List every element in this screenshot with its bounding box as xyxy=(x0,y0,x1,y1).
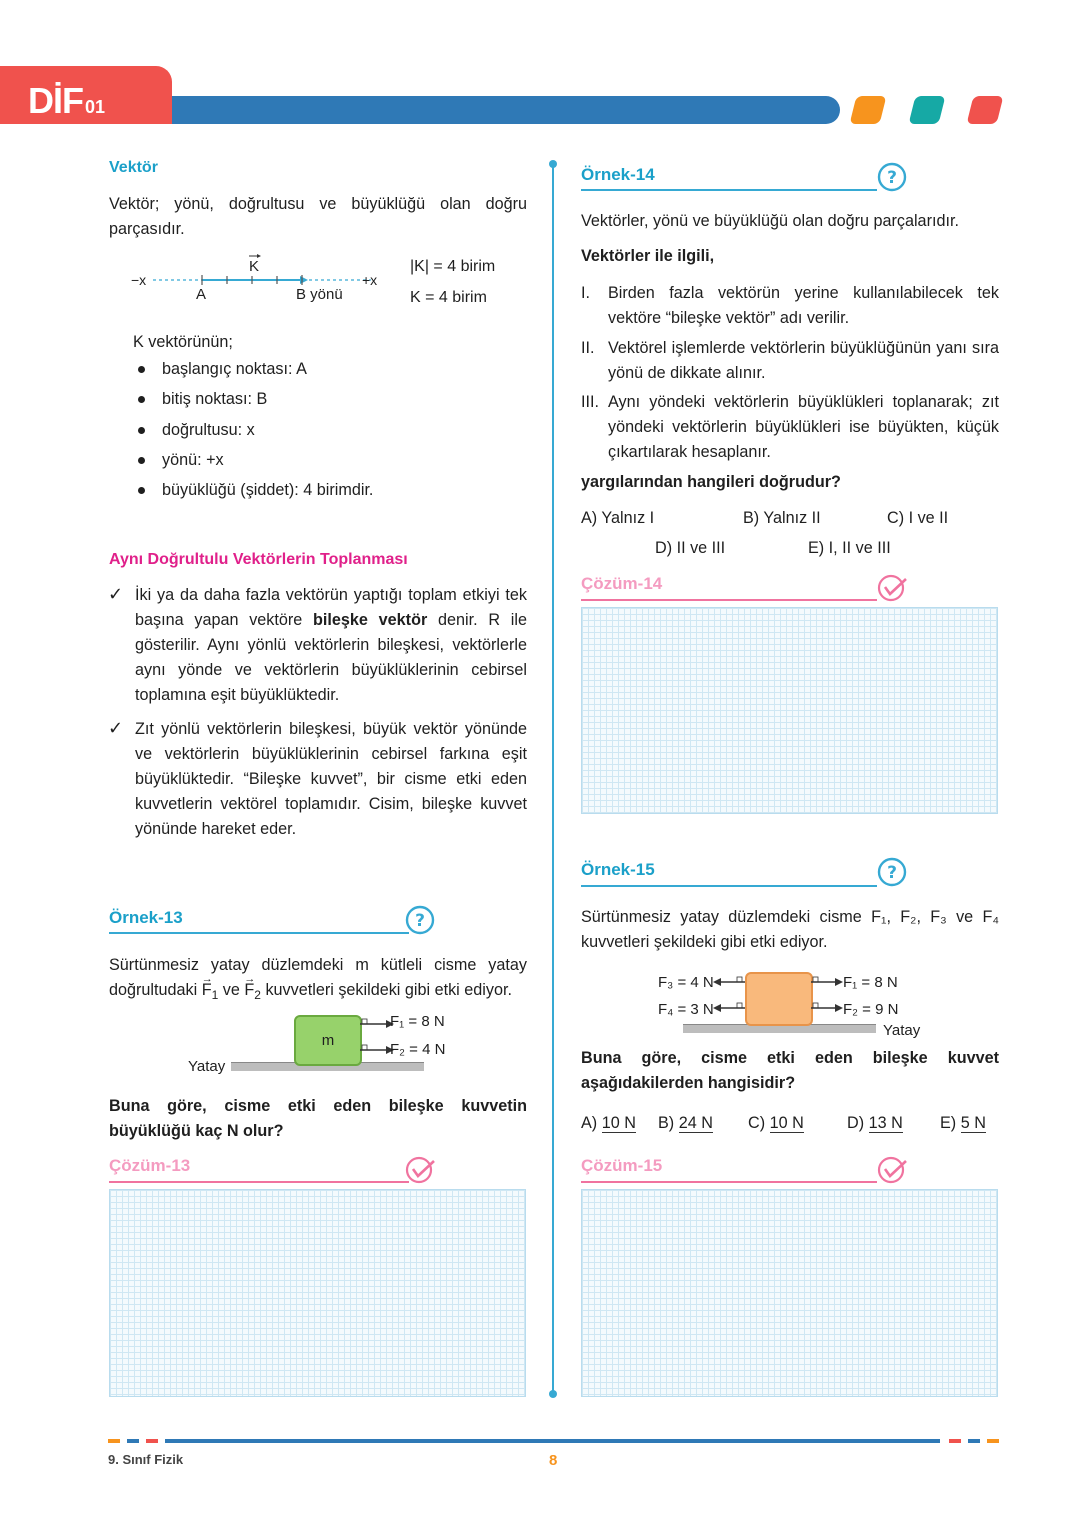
footer-dash xyxy=(949,1439,961,1443)
diagram-minus-x: −x xyxy=(131,272,147,288)
magnitude-plain: K = 4 birim xyxy=(410,289,487,306)
option-a[interactable]: A) 10 N xyxy=(581,1114,636,1132)
example-15-question: Buna göre, cisme etki eden bileşke kuvvet aşağıdakilerden hangisidir? xyxy=(581,1049,999,1092)
header-bar xyxy=(150,96,840,124)
bullet xyxy=(138,396,145,403)
footer-dash xyxy=(127,1439,139,1443)
footer-dash xyxy=(987,1439,999,1443)
item-text: Vektörel işlemlerde vektörlerin büyüklüğünün yanı sıra yönü de dikkate alınır. xyxy=(608,339,999,382)
diagram-vector-label: K xyxy=(249,258,260,275)
header-tab xyxy=(0,66,172,124)
diagram-point-b: B yönü xyxy=(296,286,343,303)
solution-13-underline xyxy=(109,1181,409,1183)
example-15-title: Örnek-15 xyxy=(581,860,655,879)
bullet xyxy=(138,427,145,434)
diagram-plus-x: +x xyxy=(362,272,378,288)
list-item: yönü: +x xyxy=(162,451,224,469)
section-title-vektor: Vektör xyxy=(109,159,158,176)
option-e[interactable]: E) I, II ve III xyxy=(808,539,891,557)
solution-15-underline xyxy=(581,1181,877,1183)
check-circle-icon xyxy=(877,1154,907,1184)
bullet xyxy=(138,366,145,373)
solution-14-underline xyxy=(581,599,877,601)
solution-13-grid[interactable] xyxy=(109,1189,526,1397)
item-num: II. xyxy=(581,339,595,357)
force-2-label: F₂ = 4 N xyxy=(390,1041,446,1058)
footer-dash xyxy=(146,1439,158,1443)
magnitude-abs: |K| = 4 birim xyxy=(410,258,496,275)
check-text-1: İki ya da daha fazla vektörün yaptığı toplam etkiyi tek başına yapan vektöre bileşke vektör denir. R ile gösterilir. Aynı yönlü vektörlerin bileşkesi, vektörlerle aynı yönde ve vektörlerin büyüklüklerinin cebirsel toplamına eşit büyüklüktedir. xyxy=(135,586,527,704)
force-2-label: F₂ = 9 N xyxy=(843,1001,899,1018)
example-13-question: Buna göre, cisme etki eden bileşke kuvvetin büyüklüğü kaç N olur? xyxy=(109,1097,527,1140)
force-1-label: F₁ = 8 N xyxy=(843,974,898,991)
example-14-question: yargılarından hangileri doğrudur? xyxy=(581,473,841,491)
example-15-underline xyxy=(581,885,877,887)
ground-label-15: Yatay xyxy=(883,1022,921,1039)
item-num: I. xyxy=(581,284,590,302)
check-text-2: Zıt yönlü vektörlerin bileşkesi, büyük vektör yönünde ve vektörlerin büyüklüklerinin cebirsel farkına eşit büyüklüktedir. “Bileşke kuvvet”, bir cisme etki eden kuvvetlerin vektörel toplamıdır. Cisim, bileşke kuvvet yönünde hareket eder. xyxy=(135,720,527,838)
ground-label-13: Yatay xyxy=(188,1058,226,1075)
footer-dash xyxy=(968,1439,980,1443)
bullet xyxy=(138,487,145,494)
divider-dot-top xyxy=(549,160,557,168)
question-icon xyxy=(877,162,907,192)
option-c[interactable]: C) 10 N xyxy=(748,1114,804,1132)
item-text: Aynı yöndeki vektörlerin büyüklükleri toplanarak; zıt yöndeki vektörlerin büyüklükleri ise büyükten, küçük çıkartılarak hesaplanır. xyxy=(608,393,999,461)
diagram-point-a: A xyxy=(196,286,207,303)
option-b[interactable]: B) Yalnız II xyxy=(743,509,821,527)
header-square-red xyxy=(967,96,1004,124)
column-divider xyxy=(552,162,554,1394)
option-c[interactable]: C) I ve II xyxy=(887,509,949,527)
force-arrows-right-15 xyxy=(809,972,845,1017)
option-d[interactable]: D) II ve III xyxy=(655,539,726,557)
option-a[interactable]: A) Yalnız I xyxy=(581,509,655,527)
list-item: başlangıç noktası: A xyxy=(162,360,307,378)
box-block xyxy=(745,972,813,1026)
question-icon xyxy=(877,857,907,887)
divider-dot-bottom xyxy=(549,1390,557,1398)
example-13-title: Örnek-13 xyxy=(109,908,183,927)
check-circle-icon xyxy=(877,572,907,602)
example-14-lead: Vektörler ile ilgili, xyxy=(581,247,715,265)
check-icon: ✓ xyxy=(108,718,124,738)
example-14-underline xyxy=(581,189,877,191)
svg-text:?: ? xyxy=(887,168,897,188)
option-b[interactable]: B) 24 N xyxy=(658,1114,713,1132)
solution-15-title: Çözüm-15 xyxy=(581,1156,663,1175)
example-14-title: Örnek-14 xyxy=(581,165,655,184)
question-icon xyxy=(405,905,435,935)
example-14-intro: Vektörler, yönü ve büyüklüğü olan doğru parçalarıdır. xyxy=(581,212,959,230)
list-item: büyüklüğü (şiddet): 4 birimdir. xyxy=(162,481,374,499)
check-circle-icon xyxy=(405,1154,435,1184)
item-text: Birden fazla vektörün yerine kullanılabilecek tek vektöre “bileşke vektör” adı verilir. xyxy=(608,284,999,327)
solution-13-title: Çözüm-13 xyxy=(109,1156,191,1175)
page-number: 8 xyxy=(549,1452,558,1469)
list-intro: K vektörünün; xyxy=(133,333,233,351)
solution-14-title: Çözüm-14 xyxy=(581,574,663,593)
force-arrows-left-15 xyxy=(712,972,746,1017)
example-13-underline xyxy=(109,932,409,934)
svg-text:?: ? xyxy=(415,911,425,931)
check-icon: ✓ xyxy=(108,584,124,604)
force-3-label: F₃ = 4 N xyxy=(658,974,714,991)
item-num: III. xyxy=(581,393,599,411)
option-e[interactable]: E) 5 N xyxy=(940,1114,986,1132)
footer-line xyxy=(165,1439,940,1443)
mass-block: m xyxy=(294,1015,362,1066)
svg-text:?: ? xyxy=(887,863,897,883)
vektor-definition: Vektör; yönü, doğrultusu ve büyüklüğü olan doğru parçasıdır. xyxy=(109,195,527,238)
footer-book-title: 9. Sınıf Fizik xyxy=(108,1452,184,1467)
force-1-label: F₁ = 8 N xyxy=(390,1013,445,1030)
example-15-text: Sürtünmesiz yatay düzlemdeki cisme F₁, F₂, F₃ ve F₄ kuvvetleri şekildeki gibi etki ediyor. xyxy=(581,908,999,951)
example-13-text: Sürtünmesiz yatay düzlemdeki m kütleli cisme yatay doğrultudaki → $F_1$ ve → $F_2$ kuvvetleri şekildeki gibi etki ediyor. xyxy=(109,953,527,1008)
list-item: doğrultusu: x xyxy=(162,421,255,439)
bullet xyxy=(138,457,145,464)
list-item: bitiş noktası: B xyxy=(162,390,268,408)
header-square-teal xyxy=(909,96,946,124)
option-d[interactable]: D) 13 N xyxy=(847,1114,903,1132)
header-square-orange xyxy=(850,96,887,124)
section-title-sum: Aynı Doğrultulu Vektörlerin Toplanması xyxy=(109,551,408,568)
logo: DİF 01 xyxy=(28,80,106,121)
solution-15-grid[interactable] xyxy=(581,1189,998,1397)
solution-14-grid[interactable] xyxy=(581,607,998,814)
force-4-label: F₄ = 3 N xyxy=(658,1001,714,1018)
vector-diagram xyxy=(125,250,395,310)
footer-dash xyxy=(108,1439,120,1443)
